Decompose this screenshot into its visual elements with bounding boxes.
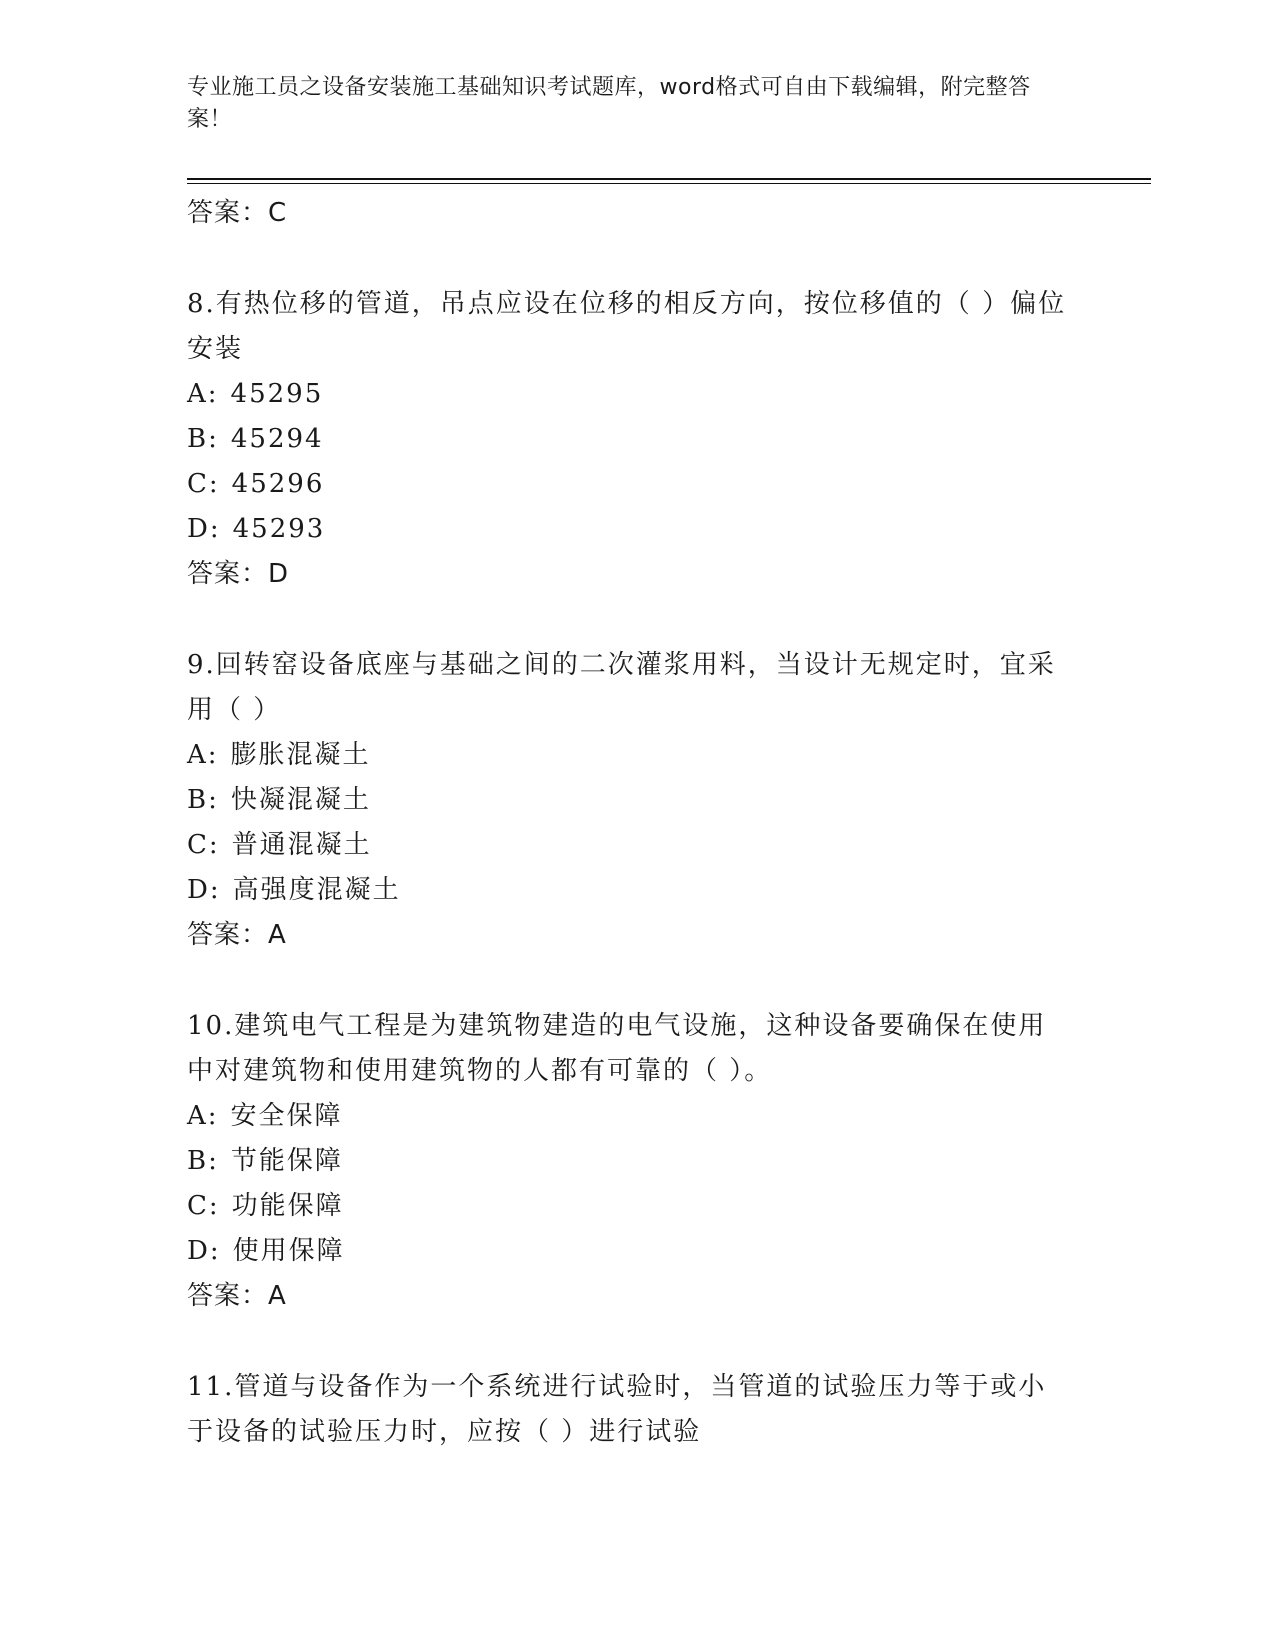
option-a [187,1094,1067,1139]
option-text: 45296 [231,469,325,499]
answer-value: D [268,559,290,589]
header-rule-thin [187,183,1151,184]
answer-label: 答案： [187,1281,269,1311]
spacer [187,958,1067,1004]
option-letter: A: [187,740,219,770]
option-letter: A: [187,379,219,409]
option-text: 功能保障 [231,1191,344,1221]
answer-line [187,552,1067,597]
option-d [187,507,1067,552]
question-list [187,191,1067,1455]
option-letter: D: [187,875,221,905]
option-c [187,1184,1067,1229]
answer-label: 答案： [187,920,269,950]
option-text: 使用保障 [232,1236,345,1266]
spacer [187,597,1067,643]
option-text: 节能保障 [230,1146,343,1176]
option-letter: A: [187,1101,219,1131]
option-a [187,733,1067,778]
spacer [187,1319,1067,1365]
answer-line [187,913,1067,958]
document-header: 专业施工员之设备安装施工基础知识考试题库，word格式可自由下载编辑，附完整答案！ [187,75,1031,132]
question-stem: 8.有热位移的管道，吊点应设在位移的相反方向，按位移值的（ ）偏位安装 [187,289,1067,364]
option-text: 高强度混凝土 [232,875,401,905]
answer-label: 答案： [187,198,269,228]
option-b [187,778,1067,823]
question-stem: 9.回转窑设备底座与基础之间的二次灌浆用料，当设计无规定时，宜采用（ ） [187,650,1056,725]
option-c [187,462,1067,507]
option-text: 安全保障 [230,1101,343,1131]
answer-value: A [268,920,287,950]
option-text: 膨胀混凝土 [230,740,371,770]
option-letter: D: [187,1236,221,1266]
answer-value: A [268,1281,287,1311]
question-stem: 10.建筑电气工程是为建筑物建造的电气设施，这种设备要确保在使用中对建筑物和使用建筑物的人都有可靠的（ ）。 [187,1011,1047,1086]
option-text: 45293 [232,514,326,544]
option-b [187,1139,1067,1184]
answer-line [187,191,1067,236]
option-text: 快凝混凝土 [230,785,371,815]
option-letter: C: [187,469,220,499]
option-letter: C: [187,830,220,860]
option-d [187,1229,1067,1274]
option-letter: B: [187,424,219,454]
option-d [187,868,1067,913]
option-text: 普通混凝土 [231,830,372,860]
option-text: 45294 [230,424,324,454]
option-a [187,372,1067,417]
question-stem: 11.管道与设备作为一个系统进行试验时，当管道的试验压力等于或小于设备的试验压力时，应按（ ）进行试验 [187,1372,1047,1447]
option-b [187,417,1067,462]
option-letter: D: [187,514,221,544]
option-letter: C: [187,1191,220,1221]
header-rule-thick [187,178,1151,180]
spacer [187,236,1067,282]
answer-line [187,1274,1067,1319]
option-text: 45295 [230,379,324,409]
option-letter: B: [187,785,219,815]
answer-value: C [268,198,288,228]
option-c [187,823,1067,868]
answer-label: 答案： [187,559,269,589]
option-letter: B: [187,1146,219,1176]
